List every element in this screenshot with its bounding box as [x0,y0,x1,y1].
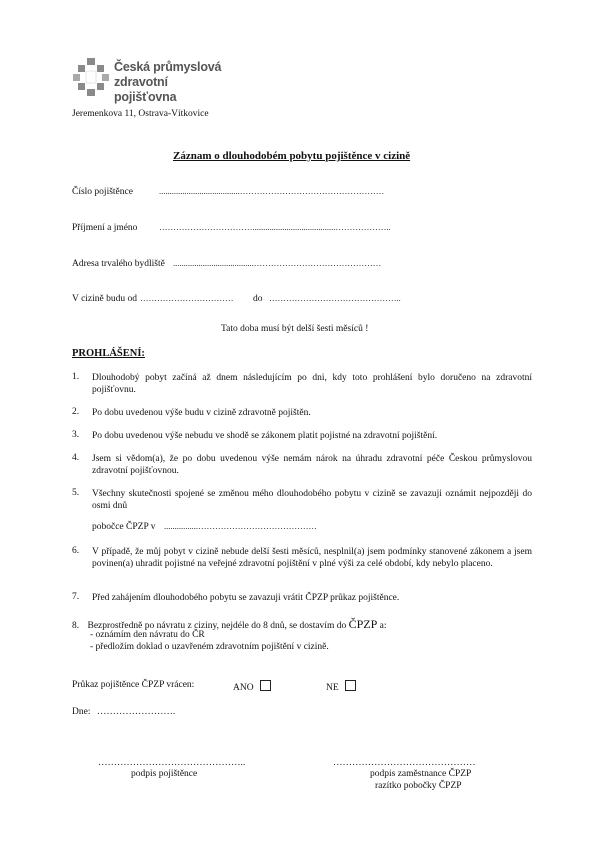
item-number: 5. [72,488,80,498]
item-text: Po dobu uvedenou výše nebudu ve shodě se zákonem platit pojistné na zdravotní pojištění. [92,431,438,441]
logo-line-1: Česká průmyslová [114,60,222,74]
branch-stamp-label: razítko pobočky ČPZP [375,781,462,791]
item-number: 1. [72,372,80,382]
insurance-number-field[interactable]: ......................................…………………………………………… [159,186,385,196]
item-text: Bezprostředně po návratu z ciziny, nejdéle do 8 dnů, se dostavím do [87,621,347,631]
permanent-address-label: Adresa trvalého bydliště [72,259,165,269]
card-returned-label: Průkaz pojištěnce ČPZP vrácen: [72,680,195,690]
yes-checkbox[interactable] [260,680,271,691]
logo-line-2: zdravotní pojišťovna [114,75,177,104]
name-label: Příjmení a jméno [72,223,138,233]
abroad-to-label: do [253,294,263,304]
name-field[interactable]: …………………………….......................................……………….. [159,222,391,232]
item-text-emphasis: ČPZP [348,617,378,631]
declaration-item [72,488,532,514]
item-number: 4. [72,453,80,463]
signature-insured-line[interactable]: ……………………………………….. [98,758,246,768]
card-returned-no[interactable] [326,680,356,693]
declaration-heading: PROHLÁŠENÍ: [72,348,145,359]
duration-note: Tato doba musí být delší šesti měsíců ! [221,324,369,334]
item-number: 7. [72,592,80,602]
card-returned-yes[interactable] [233,680,271,693]
yes-label: ANO [233,683,254,693]
declaration-item [72,407,532,421]
item-text: Dlouhodobý pobyt začíná až dnem následujícím po dni, kdy toto prohlášení bylo doručeno na zdravotní pojišťovnu. [92,373,532,395]
item8-sub-2: - předložím doklad o uzavřeném zdravotním pojištění v cizině. [90,642,329,652]
signature-insured-label: podpis pojištěnce [131,769,198,779]
insurance-number-label: Číslo pojištěnce [72,187,133,197]
item-number: 2. [72,407,80,417]
item-text: Jsem si vědom(a), že po dobu uvedenou výše nemám nárok na úhradu zdravotní péče Českou průmyslovou zdravotní pojišťovnou. [92,454,532,476]
item-text: Před zahájením dlouhodobého pobytu se zavazuji vrátit ČPZP průkaz pojištěnce. [92,593,400,603]
permanent-address-field[interactable]: ......................................……………………………………… [173,258,382,268]
item-text: Všechny skutečnosti spojené se změnou mého dlouhodobého pobytu v cizině se zavazuji oznámit nejpozději do osmi dnů [92,489,532,511]
item-text: Po dobu uvedenou výše budu v cizině zdravotně pojištěn. [92,408,311,418]
abroad-from-field[interactable]: …………………………… [140,293,234,303]
branch-field[interactable]: ................…………………………………… [164,521,317,531]
signature-employee-label: podpis zaměstnance ČPZP [370,769,472,779]
item-number: 8. [72,621,80,631]
item8-sub-1: - oznámím den návratu do ČR [90,630,205,640]
date-field[interactable]: ……………………. [96,707,176,717]
date-label: Dne: [72,707,91,717]
declaration-item [72,546,532,584]
item-number: 6. [72,546,80,556]
no-checkbox[interactable] [345,680,356,691]
company-logo [72,57,222,102]
abroad-to-field[interactable]: ……………………………………….. [269,293,401,303]
declaration-item [72,372,532,398]
item-text: V případě, že můj pobyt v cizině nebude delší šesti měsíců, nesplnil(a) jsem podmínky stanovené zákonem a jsem povinen(a) uhradit pojistné na veřejné zdravotní pojištění v plné výši za celé období, kdy nebylo placeno. [92,547,532,569]
declaration-item [72,430,532,444]
branch-label: pobočce ČPZP v [92,522,156,532]
declaration-item [72,592,532,606]
no-label: NE [326,683,339,693]
declaration-item [72,453,532,479]
abroad-from-label: V cizině budu od [72,294,137,304]
company-address: Jeremenkova 11, Ostrava-Vítkovice [72,109,209,119]
logo-cross-icon [72,57,112,97]
page-title: Záznam o dlouhodobém pobytu pojištěnce v cizině [173,150,411,162]
item-text-end: a: [379,621,387,631]
date-row [72,707,175,717]
signature-employee-line[interactable]: ……………………………………… [333,758,476,768]
item-number: 3. [72,430,80,440]
